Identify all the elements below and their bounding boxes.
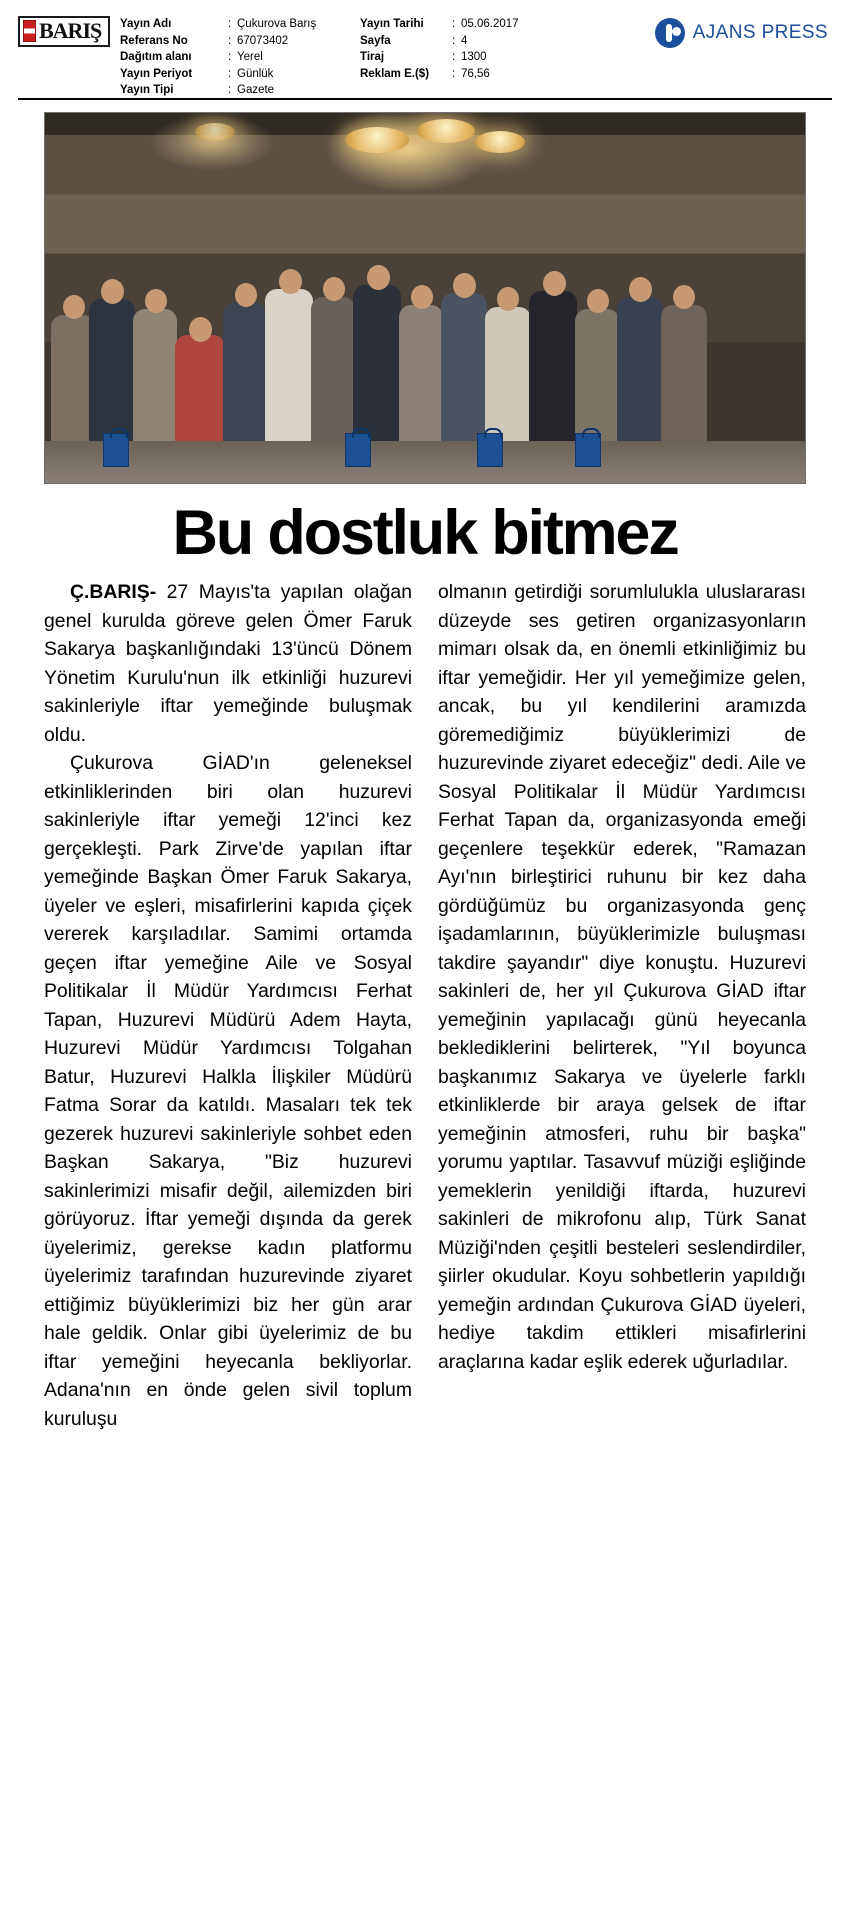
person-head (279, 269, 302, 294)
publication-logo (18, 14, 110, 47)
logo-box (18, 16, 110, 47)
person-head (411, 285, 433, 309)
metadata-separator: : (452, 51, 456, 63)
metadata-label: Yayın Periyot (120, 67, 193, 80)
person-head (323, 277, 345, 301)
article-body (44, 578, 806, 1433)
article-paragraph (44, 578, 412, 749)
person-head (497, 287, 519, 311)
person-head (673, 285, 695, 309)
metadata-value: 67073402 (237, 34, 289, 47)
metadata-label: Yayın Tipi (120, 84, 174, 96)
person-head (629, 277, 652, 302)
gift-bag (477, 433, 503, 467)
ceiling-lamp-icon (475, 131, 525, 153)
metadata-separator: : (452, 67, 456, 80)
metadata-separator: : (228, 51, 232, 63)
metadata-separator: : (228, 67, 232, 80)
metadata-value: Çukurova Barış (237, 18, 317, 30)
metadata-row (360, 49, 590, 66)
page-header (0, 0, 850, 96)
metadata-separator: : (452, 34, 456, 47)
metadata-value: Yerel (237, 51, 263, 63)
metadata-label: Referans No (120, 34, 188, 47)
article-headline: Bu dostluk bitmez (172, 498, 678, 568)
metadata-row (120, 16, 360, 33)
article-column-1 (44, 578, 412, 1433)
crowd-group (45, 233, 805, 484)
article-paragraph: olmanın getirdiği sorumlulukla uluslararası düzeyde ses getiren organizasyonların mimarı olsak da, en önemli etkinliğimiz bu iftar yemeğidir. Her yıl yemeğimize gelen, ancak, bu yıl kendilerini aramızda göremediğimiz büyüklerimizi de huzurevinde ziyaret edeceğiz" dedi. Aile ve Sosyal Politikalar İl Müdür Yardımcısı Ferhat Tapan da, organizasyonda emeği geçenlere teşekkür ederek, "Ramazan Ayı'nın birleştirici ruhunu bir kez daha gördüğümüz bu organizasyonda genç işadamlarının, büyüklerimizle buluşması takdire şayandır" diye konuştu. Huzurevi sakinleri de, her yıl Çukurova GİAD iftar yemeğinin yapılacağı günü heyecanla beklediklerini belirterek, "Yıl boyunca başkanımız Sakarya ve üyelerle farklı etkinliklerde bir araya gelsek de iftar yemeğinin atmosferi, ruhu bir başka" yorumu yaptılar. Tasavvuf müziği eşliğinde yemeklerin yenildiği iftarda, huzurevi sakinleri de mikrofonu alıp, Türk Sanat Müziği'nden çeşitli besteleri seslendirdiler, şiirler okudular. Koyu sohbetlerin yapıldığı yemeğin ardından Çukurova GİAD üyeleri, hediye takdim ettikleri misafirlerini araçlarına kadar eşlik ederek uğurladılar. (438, 581, 806, 1373)
metadata-label: Yayın Tarihi (360, 18, 424, 30)
brand-name: AJANS PRESS (692, 22, 828, 43)
metadata-separator: : (452, 18, 456, 30)
metadata-row (120, 33, 360, 50)
person-head (189, 317, 212, 342)
person-head (235, 283, 257, 307)
article-byline: Ç.BARIŞ- (70, 581, 157, 603)
person-head (453, 273, 476, 298)
metadata-row (120, 49, 360, 66)
metadata-value: 4 (461, 34, 468, 47)
metadata-value: Gazete (237, 84, 275, 96)
ceiling-lamp-icon (417, 119, 475, 143)
person-head (543, 271, 566, 296)
article-paragraph-text: 27 Mayıs'ta yapılan olağan genel kurulda göreve gelen Ömer Faruk Sakarya başkanlığındaki 13'üncü Dönem Yönetim Kurulu'nun ilk etkinliği huzurevi sakinleriyle iftar yemeğinde buluşmak oldu. (44, 581, 413, 746)
metadata-label: Tiraj (360, 51, 385, 63)
baris-newspaper-logo-icon (23, 20, 36, 42)
ajans-press-brand (655, 14, 832, 48)
gift-bag (575, 433, 601, 467)
metadata-separator: : (228, 84, 232, 96)
person-head (101, 279, 124, 304)
metadata-separator: : (228, 18, 232, 30)
metadata-separator: : (228, 34, 232, 47)
metadata-value: Günlük (237, 67, 274, 80)
gift-bag (345, 433, 371, 467)
gift-bag (103, 433, 129, 467)
person-head (367, 265, 390, 290)
metadata-value: 05.06.2017 (461, 18, 519, 30)
metadata-row (120, 82, 360, 99)
metadata-value: 76,56 (461, 67, 490, 80)
metadata-left (110, 14, 360, 99)
metadata-row (120, 66, 360, 83)
ceiling-lamp-icon (345, 127, 409, 153)
metadata-row (360, 16, 590, 33)
metadata-value: 1300 (461, 51, 487, 63)
metadata-label: Sayfa (360, 34, 391, 47)
metadata-label: Dağıtım alanı (120, 51, 192, 63)
metadata-row (360, 66, 590, 83)
article-column-2 (438, 578, 806, 1433)
person-head (63, 295, 85, 319)
ceiling-lamp-icon (195, 123, 235, 141)
metadata-row (360, 33, 590, 50)
metadata-right (360, 14, 590, 82)
article-paragraph: Çukurova GİAD'ın geleneksel etkinliklerinden biri olan huzurevi sakinleriyle iftar yemeği 12'inci kez gerçekleşti. Park Zirve'de yapılan iftar yemeğinde Başkan Ömer Faruk Sakarya, üyeler ve eşleri, misafirlerini kapıda çiçek vererek karşıladılar. Samimi ortamda geçen iftar yemeğine Aile ve Sosyal Politikalar İl Müdür Yardımcısı Ferhat Tapan, Huzurevi Müdürü Adem Hayta, Huzurevi Müdür Yardımcısı Tolgahan Batur, Huzurevi Halkla İlişkiler Müdürü Fatma Sorar da katıldı. Masaları tek tek gezerek huzurevi sakinleriyle sohbet eden Başkan Sakarya, "Biz huzurevi sakinlerimizi misafir değil, ailemizden biri görüyoruz. İftar yemeği dışında da gerek üyelerimiz, gerekse kadın platformu üyelerimiz tarafından huzurevinde ziyaret ettiğimiz büyüklerimizi biz her gün arar hale geldik. Onlar gibi üyelerimiz de bu iftar yemeğini heyecanla bekliyorlar. Adana'nın en önde gelen sivil toplum kuruluşu (44, 752, 412, 1430)
photo-image (45, 113, 805, 483)
metadata-label: Reklam E.($) (360, 67, 430, 80)
photo-floor (45, 441, 805, 484)
logo-text: BARIŞ (39, 18, 102, 43)
metadata-label: Yayın Adı (120, 18, 172, 30)
ajans-press-logo-icon (655, 18, 685, 48)
person-head (587, 289, 609, 313)
article-photo (44, 112, 806, 484)
person-head (145, 289, 167, 313)
